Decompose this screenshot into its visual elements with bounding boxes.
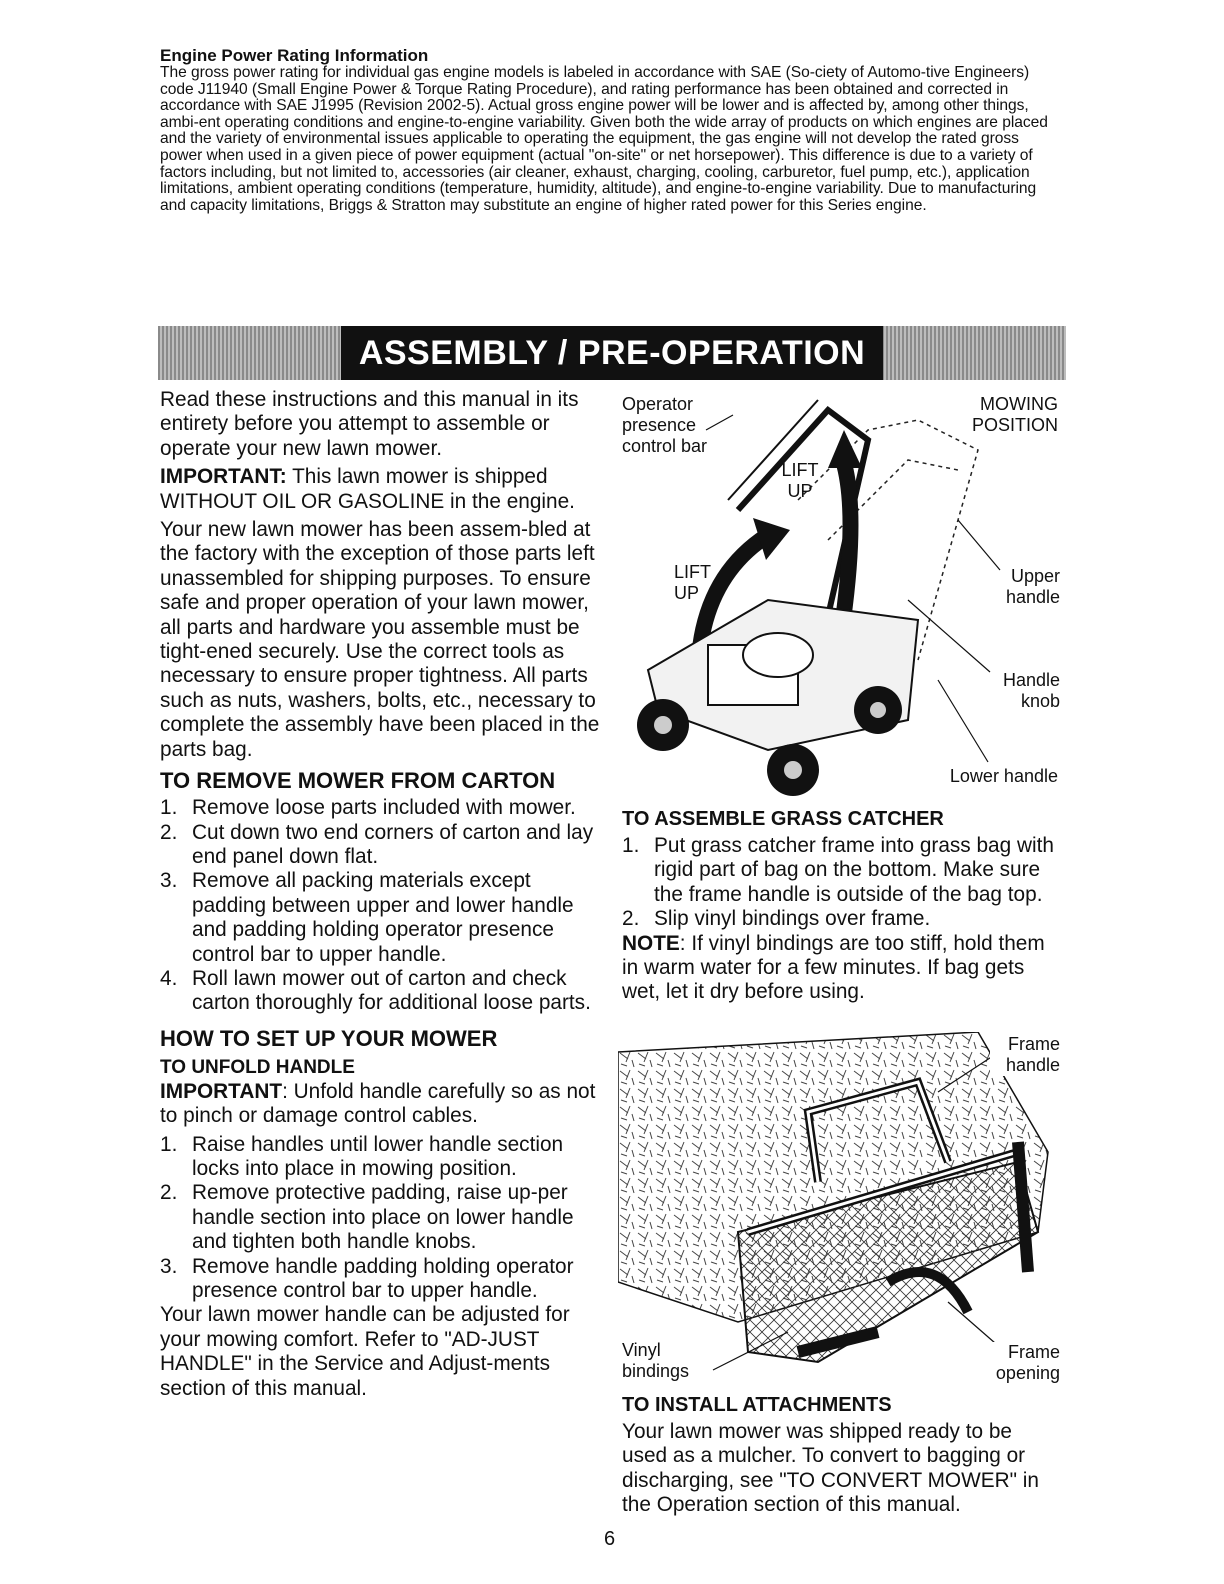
step-number: 3.: [160, 1254, 178, 1278]
page-number: 6: [604, 1528, 616, 1550]
step-text: Cut down two end corners of carton and lay end panel down flat.: [192, 820, 594, 868]
label-vinyl-bindings: Vinyl bindings: [622, 1340, 692, 1382]
list-item: [160, 1255, 600, 1304]
step-text: Raise handles until lower handle section locks into place in mowing position.: [192, 1132, 564, 1180]
engine-power-section: [160, 46, 1060, 214]
setup-important: [160, 1080, 600, 1129]
label-lift-up-top: LIFT UP: [781, 460, 819, 501]
list-item: [160, 967, 600, 1016]
step-number: 1.: [160, 1132, 178, 1156]
important-label: IMPORTANT: [160, 1079, 283, 1103]
label-frame-opening: Frame opening: [980, 1342, 1060, 1384]
intro-read: Read these instructions and this manual in its entirety before you attempt to assemble or operate your new lawn mower.: [160, 388, 579, 460]
section-banner: [158, 326, 1066, 380]
label-handle-knob: Handle knob: [1002, 670, 1060, 711]
grass-catcher-note: [622, 932, 1058, 1005]
mower-handle-figure: [618, 390, 1066, 802]
important-text: : Unfold handle carefully so as not to pinch or damage control cables.: [160, 1079, 596, 1128]
important-label: IMPORTANT:: [160, 465, 287, 489]
note-label: NOTE: [622, 931, 680, 955]
remove-carton-heading: TO REMOVE MOWER FROM CARTON: [160, 768, 556, 794]
engine-power-text: The gross power rating for individual gas engine models is labeled in accordance with SAE (So-ciety of Automo-tive Engineers) code J11940 (Small Engine Power & Torque Rating Procedure), and rating performance has been obtained and corrected in accordance with SAE J1995 (Revision 2002-5). Actual gross engine power will be lower and is affected by, among other things, ambi-ent operating conditions and engine-to-engine variability. Given both the wide array of products on which engines are placed and the variety of environmental issues applicable to operating the equipment, the gas engine will not develop the rated gross power when used in a given piece of power equipment (actual "on-site" or net horsepower). This difference is due to a variety of factors including, but not limited to, accessories (air cleaner, exhaust, charging, cooling, carburetor, fuel pump, etc.), application limitations, ambient operating conditions (temperature, humidity, altitude), and engine-to-engine variability. Due to manufacturing and capacity limitations, Briggs & Stratton may substitute an engine of higher rated power for this Series engine.: [160, 64, 1048, 214]
attachments-section: [622, 1392, 1062, 1518]
label-operator-control-bar: Operator presence control bar: [622, 394, 708, 456]
step-text: Slip vinyl bindings over frame.: [654, 907, 931, 931]
attachments-heading: TO INSTALL ATTACHMENTS: [622, 1394, 892, 1416]
remove-carton-steps: [160, 796, 600, 1016]
label-lower-handle: Lower handle: [949, 766, 1058, 786]
step-text: Roll lawn mower out of carton and check carton thoroughly for additional loose parts.: [192, 966, 591, 1015]
step-text: Remove all packing materials except padding between upper and lower handle and padding holding operator presence control bar to upper handle.: [192, 869, 574, 966]
left-column: [160, 388, 600, 1405]
label-mowing-position: MOWING POSITION: [971, 394, 1058, 435]
banner-label-box: [341, 326, 883, 380]
step-number: 1.: [622, 834, 640, 857]
step-text: Remove protective padding, raise up-per handle section into place on lower handle and tighten both handle knobs.: [192, 1181, 574, 1254]
step-number: 2.: [622, 907, 640, 931]
step-number: 3.: [160, 869, 178, 893]
list-item: [160, 796, 600, 820]
step-number: 4.: [160, 966, 178, 990]
label-upper-handle: Upper handle: [1005, 566, 1060, 607]
engine-power-title: Engine Power Rating Information: [160, 46, 429, 65]
list-item: [622, 907, 1058, 931]
step-text: Remove handle padding holding operator presence control bar to upper handle.: [192, 1254, 574, 1302]
step-text: Put grass catcher frame into grass bag with rigid part of bag on the bottom. Make sure the frame handle is outside of the bag top.: [654, 834, 1054, 906]
setup-heading: HOW TO SET UP YOUR MOWER: [160, 1025, 498, 1051]
grass-catcher-figure: [618, 1032, 1066, 1390]
list-item: [160, 869, 600, 967]
adjust-handle-text: Your lawn mower handle can be adjusted for your mowing comfort. Refer to "AD-JUST HANDLE" in the Service and Adjust-ments section of this manual.: [160, 1303, 570, 1400]
step-number: 2.: [160, 1181, 178, 1205]
list-item: [160, 821, 600, 870]
important-text: This lawn mower is shipped WITHOUT OIL OR GASOLINE in the engine.: [160, 465, 575, 513]
list-item: [622, 834, 1058, 907]
label-frame-handle: Frame handle: [990, 1034, 1060, 1076]
grass-catcher-illustration: [618, 1032, 1066, 1390]
intro-important: [160, 465, 600, 514]
grass-catcher-heading: TO ASSEMBLE GRASS CATCHER: [622, 808, 944, 830]
banner-title: ASSEMBLY / PRE-OPERATION: [358, 333, 866, 372]
unfold-handle-heading: TO UNFOLD HANDLE: [160, 1056, 355, 1078]
unfold-handle-steps: [160, 1133, 600, 1304]
step-text: Remove loose parts included with mower.: [192, 796, 576, 820]
right-column: [622, 806, 1058, 1009]
intro-assembled: Your new lawn mower has been assem-bled at the factory with the exception of those parts left unassembled for shipping purposes. To ensure safe and proper operation of your lawn mower, all parts and hardware you assemble must be tight-ened securely. Use the correct tools as necessary to ensure proper tightness. All parts such as nuts, washers, bolts, etc., necessary to complete the assembly have been placed in the parts bag.: [160, 518, 600, 761]
attachments-text: Your lawn mower was shipped ready to be used as a mulcher. To convert to bagging or discharging, see "TO CONVERT MOWER" in the Operation section of this manual.: [622, 1420, 1039, 1517]
list-item: [160, 1181, 600, 1254]
step-number: 2.: [160, 820, 178, 844]
label-lift-up-bottom: LIFT UP: [674, 562, 711, 603]
step-number: 1.: [160, 796, 178, 820]
grass-catcher-steps: [622, 834, 1058, 932]
note-text: : If vinyl bindings are too stiff, hold them in warm water for a few minutes. If bag gets wet, let it dry before using.: [622, 931, 1045, 1004]
list-item: [160, 1133, 600, 1182]
